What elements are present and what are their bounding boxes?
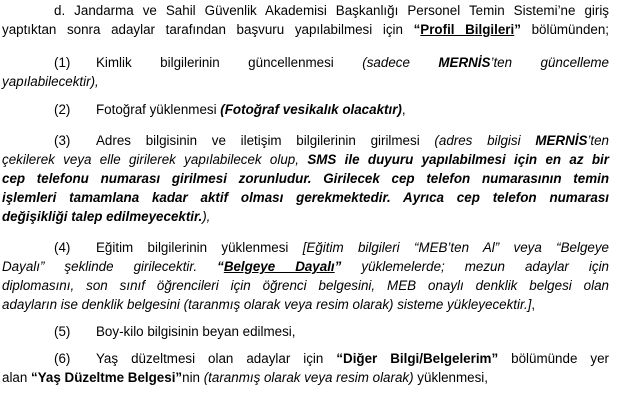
item-4-comma: , [531, 297, 536, 312]
item-1-note: (sadece [362, 55, 439, 70]
intro-line-1 [54, 3, 609, 19]
intro-line-2 [2, 22, 609, 38]
item-2-text: Fotoğraf yüklenmesi [96, 102, 221, 117]
item-3-note-cont: ’ten [587, 133, 609, 148]
item-3-note: (adres bilgisi [434, 133, 536, 148]
belgeye-dayali-label: Belgeye Dayalı [223, 259, 335, 274]
item-4-note-5: adayların ise denklik belgesini (taranmış olarak veya resim olarak) sisteme yükleyecektir.] [2, 297, 532, 312]
item-6-note: (taranmış olarak veya resim olarak) [203, 370, 414, 385]
item-5-number: (5) [54, 324, 71, 339]
item-6-suffix: nin [182, 370, 204, 385]
intro-text: d. Jandarma ve Sahil Güvenlik Akademisi Başkanlığı Personel Temin Sistemi’ne giriş [54, 3, 609, 18]
mernis-label: MERNİS [438, 55, 491, 70]
item-3-line-5 [2, 209, 609, 225]
item-2-number: (2) [54, 102, 71, 117]
intro-text-cont: yaptıktan sonra adaylar tarafından başvuru yapılabilmesi için [2, 22, 414, 37]
item-6-text: Yaş düzeltmesi olan adaylar için [96, 351, 337, 366]
item-4-text: Eğitim bilgilerinin yüklenmesi [96, 240, 303, 255]
item-3-note-2: çekilerek veya elle girilerek yapılabilecek olup, [2, 152, 308, 167]
item-3-number: (3) [54, 133, 71, 148]
yas-duzeltme-label: “Yaş Düzeltme Belgesi” [31, 370, 183, 385]
item-6-end: yüklenmesi, [413, 370, 488, 385]
item-6-number: (6) [54, 351, 71, 366]
item-1-note-end: yapılabilecektir), [2, 74, 99, 89]
item-4-note-3: yüklemelerde; mezun adaylar için [341, 259, 609, 274]
item-3-active-note: işlemleri tamamlana kadar aktif olması gerekmektedir. Ayrıca cep telefon numarası [2, 190, 609, 205]
item-4-line-1 [54, 240, 609, 256]
item-6-text-cont: bölümünde yer [498, 351, 609, 366]
item-3-text: Adres bilgisinin ve iletişim bilgilerinin girilmesi [96, 133, 435, 148]
item-5-text: Boy-kilo bilgisinin beyan edilmesi, [96, 324, 296, 339]
item-4-line-4 [2, 297, 609, 313]
item-3-phone-note: cep telefonu numarası girilmesi zorunludur. Girilecek cep telefon numarasının temin [2, 171, 609, 186]
quote-open: “ [217, 259, 224, 274]
item-6-text-2: alan [2, 370, 32, 385]
item-6-line-1 [54, 351, 609, 367]
quote-close: ” [334, 259, 342, 274]
item-1-number: (1) [54, 55, 71, 70]
item-3-end: ), [202, 209, 211, 224]
item-1-line-1 [54, 55, 609, 71]
item-4-line-3 [2, 278, 609, 294]
profil-bilgileri-label: Profil Bilgileri [420, 22, 515, 37]
diger-bilgi-label: “Diğer Bilgi/Belgelerim” [336, 351, 499, 366]
quote-open: “ [413, 22, 421, 37]
intro-text-end: bölümünden; [520, 22, 610, 37]
item-3-change-note: değişikliği talep edilmeyecektir. [2, 209, 203, 224]
item-2-line-1 [54, 102, 406, 118]
item-3-line-3 [2, 171, 609, 187]
item-4-line-2 [2, 259, 609, 275]
item-3-line-4 [2, 190, 609, 206]
item-3-line-2 [2, 152, 609, 168]
item-4-number: (4) [54, 240, 71, 255]
item-4-note-2: Dayalı” şeklinde girilecektir. [2, 259, 218, 274]
item-1-note-cont: ’ten güncelleme [490, 55, 610, 70]
item-1-line-2 [2, 74, 609, 90]
mernis-label: MERNİS [535, 133, 588, 148]
item-1-text: Kimlik bilgilerinin güncellenmesi [96, 55, 363, 70]
item-3-sms-note: SMS ile duyuru yapılabilmesi için en az bir [307, 152, 609, 167]
item-5-line-1 [54, 324, 295, 340]
item-4-note-4: diplomasını, son sınıf öğrencileri için öğrenci belgesini, MEB onaylı denklik belgesi olan [2, 278, 609, 293]
item-6-line-2 [2, 370, 609, 386]
quote-close: ” [514, 22, 521, 37]
item-3-line-1 [54, 133, 609, 149]
item-4-note: [Eğitim bilgileri “MEB’ten Al” veya “Belgeye [302, 240, 609, 255]
item-2-comma: , [401, 102, 406, 117]
item-2-note: (Fotoğraf vesikalık olacaktır) [220, 102, 402, 117]
